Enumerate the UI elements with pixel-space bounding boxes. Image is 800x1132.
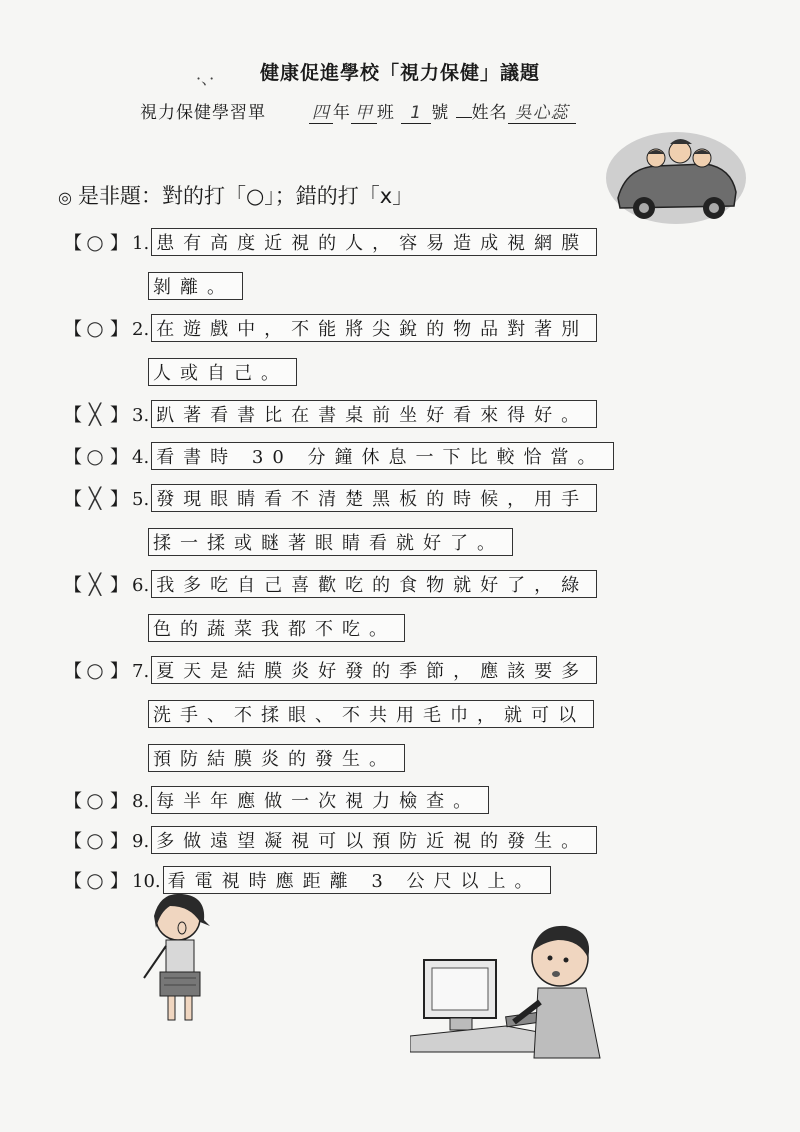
section-heading <box>58 180 413 210</box>
bracket-open: 【 <box>64 575 82 596</box>
question-text: 我多吃自己喜歡吃的食物就好了，綠 <box>151 570 597 598</box>
question-text-continued: 揉一揉或瞇著眼睛看就好了。 <box>148 528 513 556</box>
bracket-open: 【 <box>64 791 82 812</box>
question-1 <box>64 228 597 256</box>
question-text-continued: 預防結膜炎的發生。 <box>148 744 405 772</box>
question-9 <box>64 826 597 854</box>
question-text: 在遊戲中，不能將尖銳的物品對著別 <box>151 314 597 342</box>
question-number: 6. <box>132 575 150 596</box>
question-number: 1. <box>132 233 150 254</box>
page-title: 健康促進學校「視力保健」議題 <box>260 62 541 84</box>
bracket-close: 】 <box>110 319 128 340</box>
question-number: 9. <box>132 831 150 852</box>
bracket-open: 【 <box>64 831 82 852</box>
boy-at-computer-illustration <box>410 918 620 1068</box>
bracket-open: 【 <box>64 319 82 340</box>
question-text: 看書時 30 分鐘休息一下比較恰當。 <box>151 442 613 470</box>
question-3 <box>64 400 597 428</box>
question-number: 10. <box>132 871 161 892</box>
question-number: 3. <box>132 405 150 426</box>
answer-mark[interactable]: ○ <box>86 828 104 852</box>
student-info-line <box>140 98 576 124</box>
question-text-continued: 洗手、不揉眼、不共用毛巾，就可以 <box>148 700 594 728</box>
sheet-label: 視力保健學習單 <box>140 103 266 123</box>
bracket-open: 【 <box>64 447 82 468</box>
question-7-continuation <box>148 700 594 728</box>
question-2-continuation <box>148 358 297 386</box>
grade-label: 年 <box>332 103 351 123</box>
girl-rubbing-eye-illustration <box>130 888 230 1038</box>
class-field[interactable]: 甲 <box>351 98 377 124</box>
bullet-icon: ◎ <box>58 188 72 207</box>
bracket-close: 】 <box>110 405 128 426</box>
question-7 <box>64 656 597 684</box>
bracket-open: 【 <box>64 233 82 254</box>
answer-mark[interactable]: ╳ <box>88 402 102 426</box>
family-car-illustration <box>596 128 746 228</box>
question-number: 2. <box>132 319 150 340</box>
bracket-open: 【 <box>64 661 82 682</box>
question-number: 7. <box>132 661 150 682</box>
question-text: 每半年應做一次視力檢查。 <box>151 786 489 814</box>
seat-label: 號 <box>431 103 450 123</box>
bracket-open: 【 <box>64 489 82 510</box>
name-label: 姓名 <box>471 103 508 123</box>
name-field[interactable]: 吳心蕊 <box>508 98 576 124</box>
section-heading-text: 是非題：對的打「○」；錯的打「x」 <box>77 184 414 208</box>
question-7-continuation <box>148 744 405 772</box>
question-text: 夏天是結膜炎好發的季節，應該要多 <box>151 656 597 684</box>
question-6-continuation <box>148 614 405 642</box>
question-5-continuation <box>148 528 513 556</box>
answer-mark[interactable]: ○ <box>86 316 104 340</box>
margin-scribble: ·、· <box>196 69 215 88</box>
bracket-open: 【 <box>64 405 82 426</box>
question-text: 患有高度近視的人，容易造成視網膜 <box>151 228 597 256</box>
answer-mark[interactable]: ○ <box>86 788 104 812</box>
question-text-continued: 剝離。 <box>148 272 243 300</box>
bracket-open: 【 <box>64 871 82 892</box>
question-5 <box>64 484 597 512</box>
bracket-close: 】 <box>110 447 128 468</box>
answer-mark[interactable]: ○ <box>86 868 104 892</box>
class-label: 班 <box>376 103 395 123</box>
answer-mark[interactable]: ╳ <box>88 486 102 510</box>
bracket-close: 】 <box>110 575 128 596</box>
question-number: 8. <box>132 791 150 812</box>
question-text: 趴著看書比在書桌前坐好看來得好。 <box>151 400 597 428</box>
bracket-close: 】 <box>110 831 128 852</box>
bracket-close: 】 <box>110 871 128 892</box>
question-text: 看電視時應距離 3 公尺以上。 <box>163 866 551 894</box>
question-text-continued: 人或自己。 <box>148 358 297 386</box>
question-number: 5. <box>132 489 150 510</box>
answer-mark[interactable]: ╳ <box>88 572 102 596</box>
bracket-close: 】 <box>110 791 128 812</box>
question-1-continuation <box>148 272 243 300</box>
question-8 <box>64 786 489 814</box>
question-number: 4. <box>132 447 150 468</box>
question-text: 多做遠望凝視可以預防近視的發生。 <box>151 826 597 854</box>
answer-mark[interactable]: ○ <box>86 444 104 468</box>
grade-field[interactable]: 四 <box>309 98 333 124</box>
question-2 <box>64 314 597 342</box>
answer-mark[interactable]: ○ <box>86 658 104 682</box>
question-4 <box>64 442 614 470</box>
bracket-close: 】 <box>110 661 128 682</box>
answer-mark[interactable]: ○ <box>86 230 104 254</box>
bracket-close: 】 <box>110 233 128 254</box>
seat-field[interactable]: 1 <box>401 103 431 124</box>
bracket-close: 】 <box>110 489 128 510</box>
question-6 <box>64 570 597 598</box>
question-text-continued: 色的蔬菜我都不吃。 <box>148 614 405 642</box>
question-text: 發現眼睛看不清楚黑板的時候，用手 <box>151 484 597 512</box>
